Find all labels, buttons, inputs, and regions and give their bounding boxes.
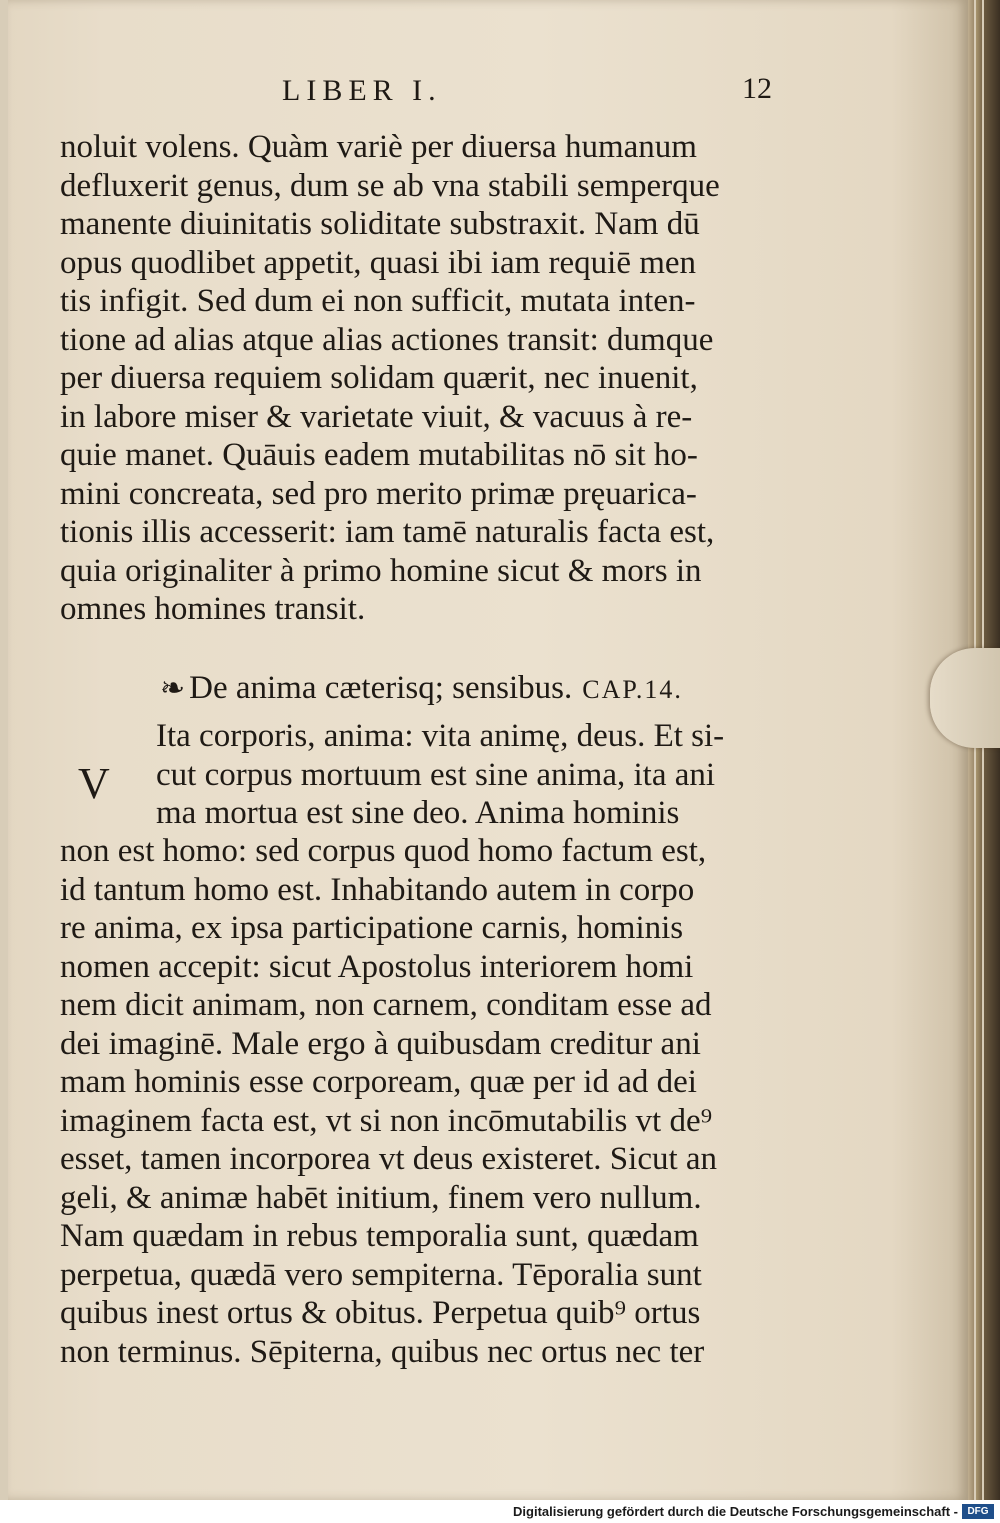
text-line: perpetua, quædā vero sempiterna. Tēporalia sunt xyxy=(60,1256,702,1293)
text-line: imaginem facta est, vt si non incōmutabilis vt de⁹ xyxy=(60,1102,713,1139)
text-line: quia originaliter à primo homine sicut & mors in xyxy=(60,552,702,589)
paragraph-2 xyxy=(60,832,800,1371)
footer-credit: Digitalisierung gefördert durch die Deutsche Forschungsgemeinschaft - xyxy=(513,1504,958,1519)
chapter-number: CAP.14. xyxy=(582,675,683,704)
text-line: non terminus. Sēpiterna, quibus nec ortus nec ter xyxy=(60,1333,705,1370)
page-number: 12 xyxy=(742,72,772,105)
page-header xyxy=(0,72,1000,112)
text-line: mini concreata, sed pro merito primæ pręuarica- xyxy=(60,475,697,512)
running-title: LIBER I. xyxy=(282,74,442,107)
book-spine-edge xyxy=(984,0,1000,1500)
text-line: nomen accepit: sicut Apostolus interiorem homi xyxy=(60,948,694,985)
text-line: non est homo: sed corpus quod homo factum est, xyxy=(60,833,707,869)
text-line: dei imaginē. Male ergo à quibusdam creditur ani xyxy=(60,1025,701,1062)
text-line: opus quodlibet appetit, quasi ibi iam requiē men xyxy=(60,244,697,281)
text-line: cut corpus mortuum est sine anima, ita ani xyxy=(156,756,716,793)
text-line: id tantum homo est. Inhabitando autem in corpo xyxy=(60,871,695,908)
text-line: Ita corporis, anima: vita animę, deus. Et si- xyxy=(156,718,725,754)
chapter-heading xyxy=(160,670,810,707)
text-line: defluxerit genus, dum se ab vna stabili semperque xyxy=(60,167,720,204)
text-line: per diuersa requiem solidam quærit, nec inuenit, xyxy=(60,360,698,396)
text-line: quibus inest ortus & obitus. Perpetua quib⁹ ortus xyxy=(60,1295,701,1331)
text-line: re anima, ex ipsa participatione carnis, hominis xyxy=(60,910,684,946)
dfg-logo-icon: DFG xyxy=(962,1504,994,1519)
text-line: esset, tamen incorporea vt deus existeret. Sicut an xyxy=(60,1141,718,1177)
text-line: nem dicit animam, non carnem, conditam esse ad xyxy=(60,987,712,1023)
text-line: tis infigit. Sed dum ei non sufficit, mutata inten- xyxy=(60,283,696,319)
paragraph-2-indented xyxy=(156,717,806,833)
book-clasp xyxy=(930,648,1000,748)
text-line: Nam quædam in rebus temporalia sunt, quædam xyxy=(60,1218,699,1254)
text-line: noluit volens. Quàm variè per diuersa humanum xyxy=(60,129,697,165)
initial-letter: V xyxy=(78,759,110,808)
text-line: ma mortua est sine deo. Anima hominis xyxy=(156,795,680,831)
text-line: quie manet. Quāuis eadem mutabilitas nō sit ho- xyxy=(60,437,698,473)
text-line: mam hominis esse corpoream, quæ per id ad dei xyxy=(60,1064,697,1100)
page-edge xyxy=(976,0,982,1500)
text-line: manente diuinitatis soliditate substraxit. Nam dū xyxy=(60,206,700,242)
text-line: tione ad alias atque alias actiones transit: dumque xyxy=(60,321,714,358)
chapter-title: De anima cæterisq; sensibus. xyxy=(189,670,573,706)
paragraph-1 xyxy=(60,128,800,629)
text-line: in labore miser & varietate viuit, & vacuus à re- xyxy=(60,398,693,435)
page-edge xyxy=(968,0,974,1500)
text-line: tionis illis accesserit: iam tamē naturalis facta est, xyxy=(60,514,715,550)
text-line: geli, & animæ habēt initium, finem vero nullum. xyxy=(60,1179,702,1216)
text-line: omnes homines transit. xyxy=(60,591,366,627)
digitization-footer xyxy=(0,1500,1000,1523)
fleuron-icon: ❧ xyxy=(160,672,186,705)
